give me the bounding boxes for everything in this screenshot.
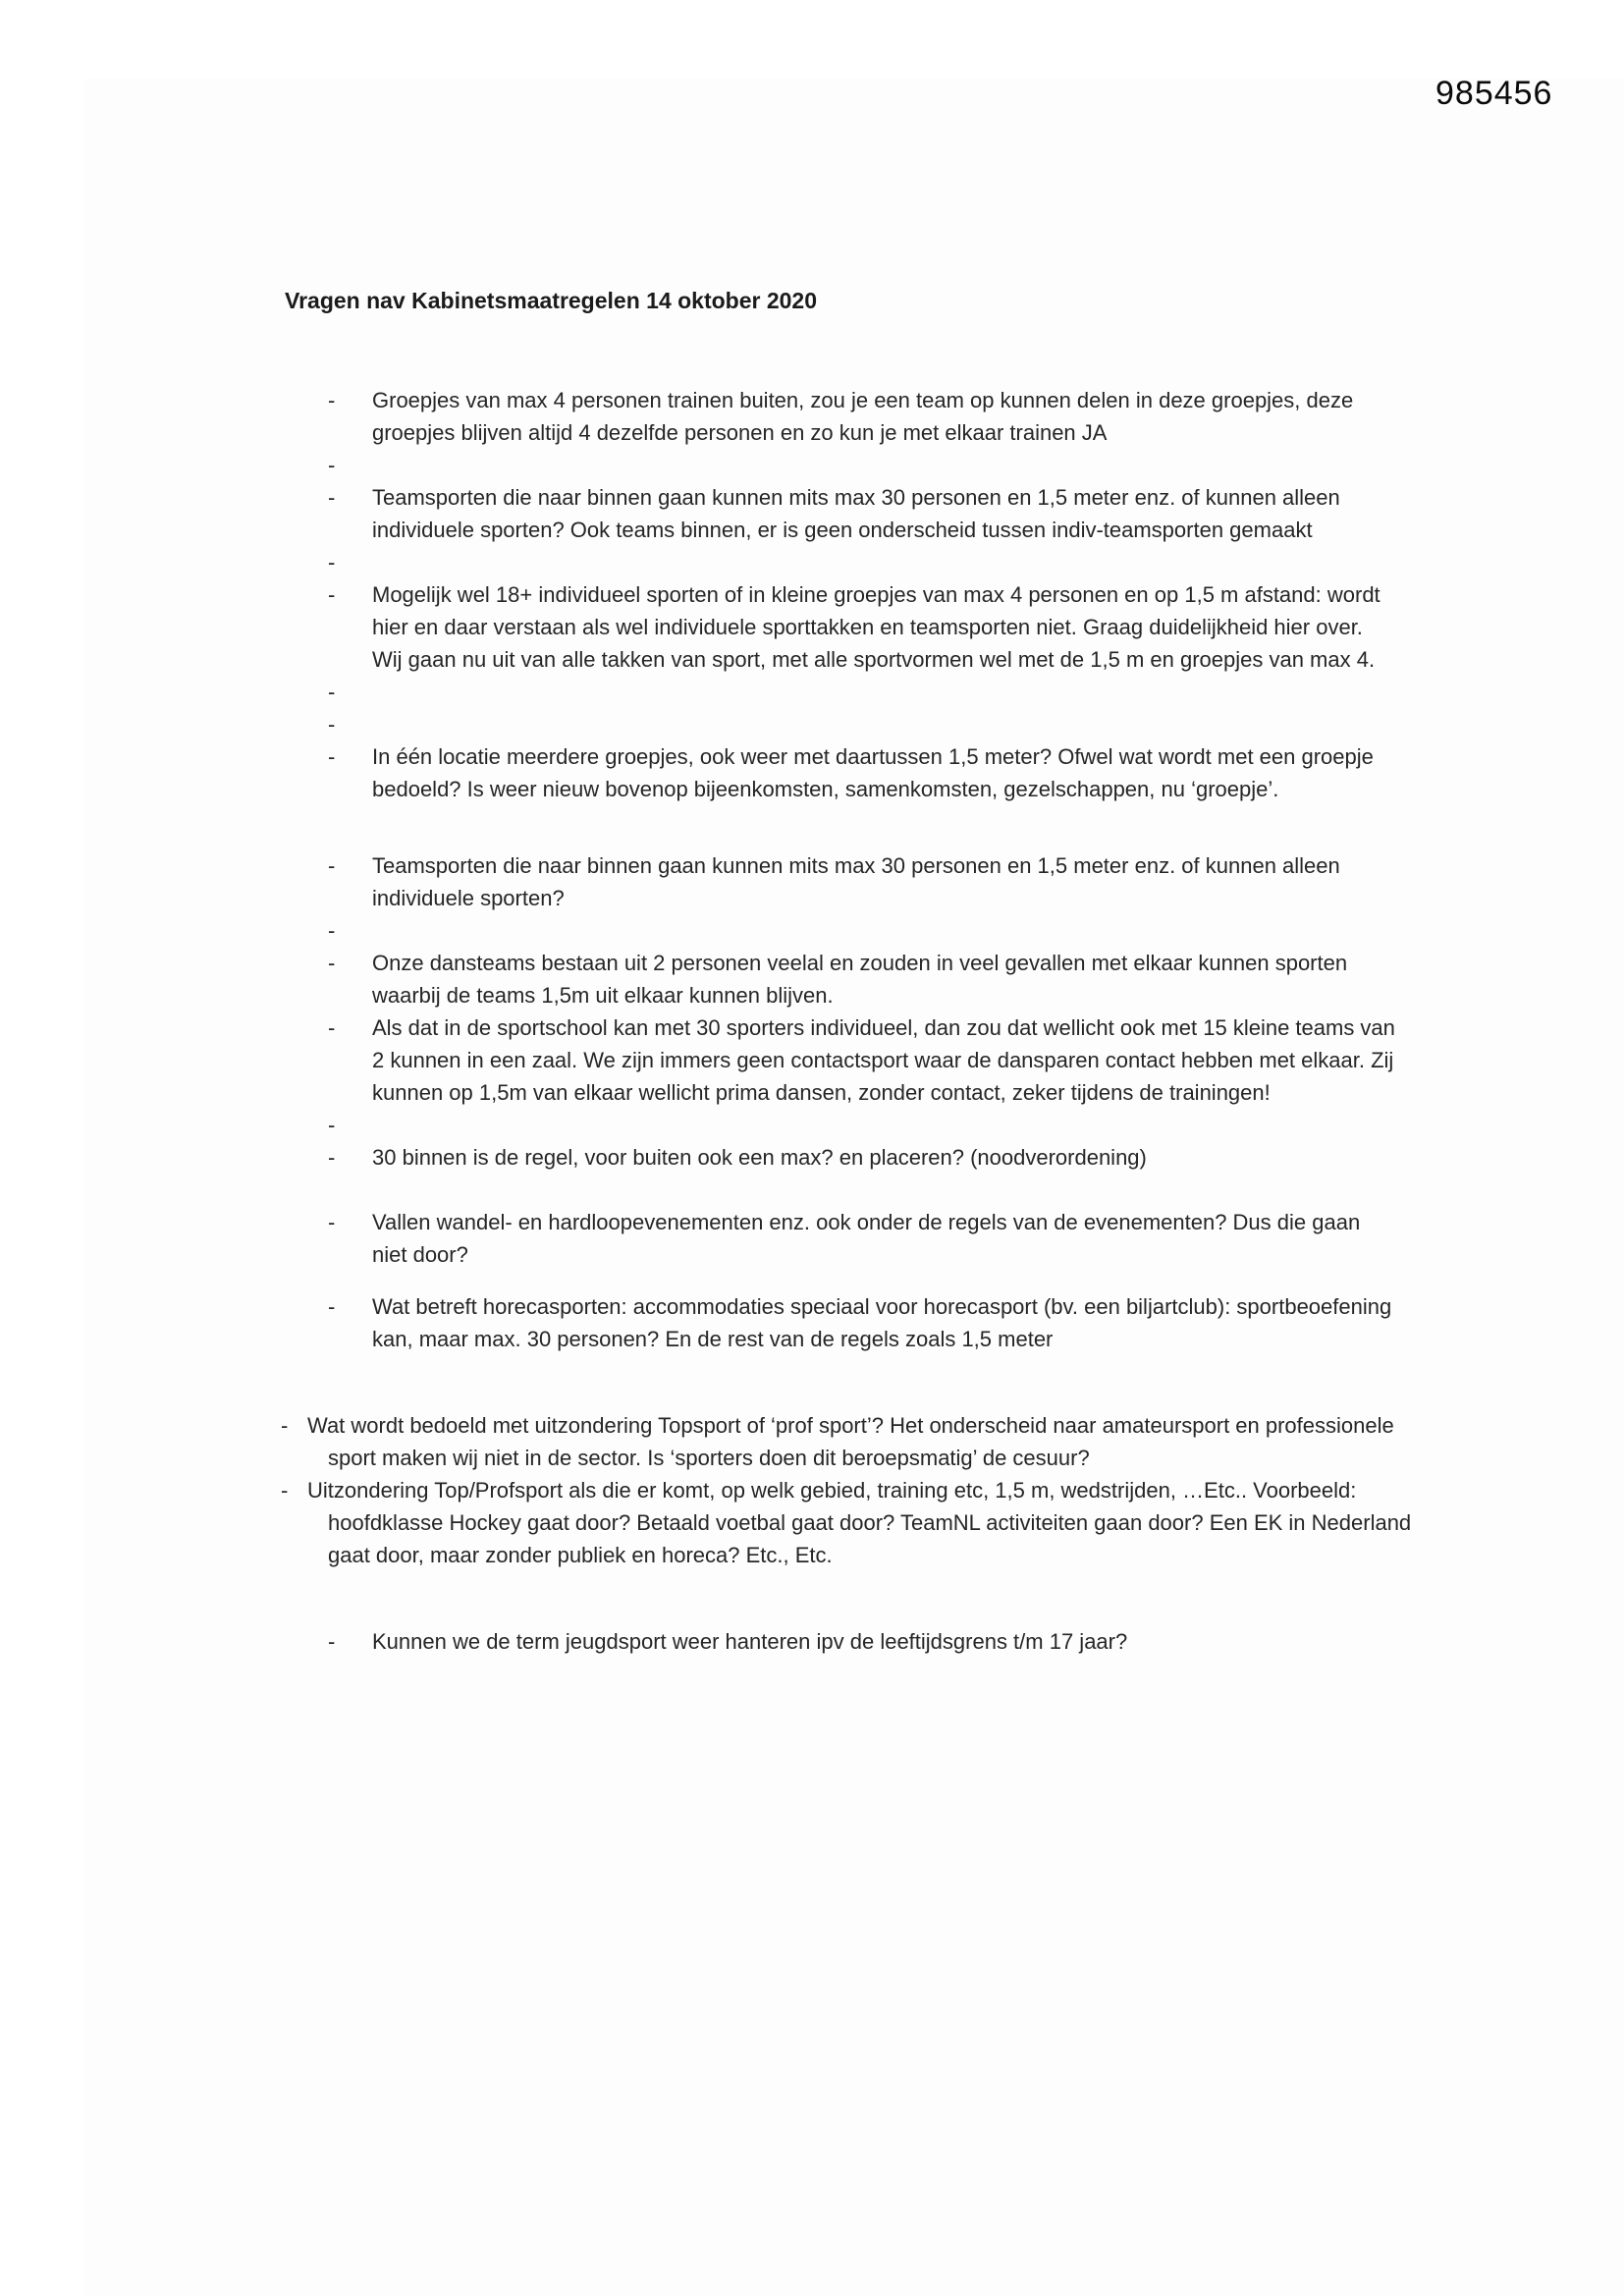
list-item xyxy=(281,1409,1412,1474)
bullet-dash: - xyxy=(328,853,336,878)
bullet-dash: - xyxy=(328,453,336,477)
list-item xyxy=(328,578,1398,676)
item-text: In één locatie meerdere groepjes, ook weer met daartussen 1,5 meter? Ofwel wat wordt met een groepje bedoeld? Is weer nieuw bovenop bijeenkomsten, samenkomsten, gezelschappen, nu ‘groepje’. xyxy=(372,744,1374,801)
list-item xyxy=(281,1474,1412,1571)
list-item xyxy=(328,1206,1398,1271)
bullet-dash: - xyxy=(328,744,336,769)
bullet-dash: - xyxy=(328,1145,336,1170)
bullet-dash: - xyxy=(328,1294,336,1319)
list-item xyxy=(328,914,1398,947)
list-item xyxy=(328,546,1398,578)
bullet-dash: - xyxy=(328,680,336,704)
bullet-dash: - xyxy=(328,550,336,574)
bullet-dash: - xyxy=(328,1210,336,1234)
list-item xyxy=(328,849,1398,914)
bullet-dash: - xyxy=(281,1478,289,1503)
item-text: Teamsporten die naar binnen gaan kunnen mits max 30 personen en 1,5 meter enz. of kunnen alleen individuele sporten? xyxy=(372,853,1340,910)
question-list xyxy=(0,384,1412,1658)
item-text: Teamsporten die naar binnen gaan kunnen mits max 30 personen en 1,5 meter enz. of kunnen alleen individuele sporten? Ook teams binnen, er is geen onderscheid tussen indiv-teamsporten gemaakt xyxy=(372,485,1340,542)
item-text: Wat betreft horecasporten: accommodaties speciaal voor horecasport (bv. een biljartclub): sportbeoefening kan, maar max. 30 personen? En de rest van de regels zoals 1,5 meter xyxy=(372,1294,1392,1351)
list-item xyxy=(328,481,1398,546)
list-item xyxy=(328,449,1398,481)
bullet-dash: - xyxy=(328,388,336,412)
item-text: Mogelijk wel 18+ individueel sporten of in kleine groepjes van max 4 personen en op 1,5 m afstand: wordt hier en daar verstaan als wel individuele sporttakken en teamsporten niet. Graag duidelijkheid hier over. Wij gaan nu uit van alle takken van sport, met alle sportvormen wel met de 1,5 m en groepjes van max 4. xyxy=(372,582,1380,672)
item-text: Groepjes van max 4 personen trainen buiten, zou je een team op kunnen delen in deze groepjes, deze groepjes blijven altijd 4 dezelfde personen en zo kun je met elkaar trainen JA xyxy=(372,388,1354,445)
document-title: Vragen nav Kabinetsmaatregelen 14 oktober 2020 xyxy=(285,288,818,313)
list-item xyxy=(328,1011,1398,1109)
bullet-dash: - xyxy=(328,712,336,737)
bullet-dash: - xyxy=(328,582,336,607)
bullet-dash: - xyxy=(328,485,336,510)
item-text: Als dat in de sportschool kan met 30 sporters individueel, dan zou dat wellicht ook met 15 kleine teams van 2 kunnen in een zaal. We zijn immers geen contactsport waar de dansparen contact hebben met elkaar. Zij kunnen op 1,5m van elkaar wellicht prima dansen, zonder contact, zeker tijdens de trainingen! xyxy=(372,1015,1395,1105)
bullet-dash: - xyxy=(328,1629,336,1654)
bullet-dash: - xyxy=(328,1113,336,1137)
document-number: 985456 xyxy=(1435,75,1553,112)
list-item xyxy=(328,676,1398,708)
item-text: Uitzondering Top/Profsport als die er komt, op welk gebied, training etc, 1,5 m, wedstrijden, …Etc.. Voorbeeld: hoofdklasse Hockey gaat door? Betaald voetbal gaat door? TeamNL activiteiten gaan door? Een EK in Nederland gaat door, maar zonder publiek en horeca? Etc., Etc. xyxy=(307,1478,1412,1567)
list-item xyxy=(328,947,1398,1011)
item-text: Wat wordt bedoeld met uitzondering Topsport of ‘prof sport’? Het onderscheid naar amateursport en professionele sport maken wij niet in de sector. Is ‘sporters doen dit beroepsmatig’ de cesuur? xyxy=(307,1413,1394,1470)
list-item xyxy=(328,1290,1398,1355)
list-item xyxy=(328,1625,1398,1658)
list-item xyxy=(328,1141,1398,1174)
bullet-dash: - xyxy=(328,918,336,943)
bullet-dash: - xyxy=(281,1413,289,1438)
list-item xyxy=(328,384,1398,449)
bullet-dash: - xyxy=(328,1015,336,1040)
list-item xyxy=(328,708,1398,740)
item-text: Kunnen we de term jeugdsport weer hanteren ipv de leeftijdsgrens t/m 17 jaar? xyxy=(372,1629,1128,1654)
item-text: Vallen wandel- en hardloopevenementen enz. ook onder de regels van de evenementen? Dus die gaan niet door? xyxy=(372,1210,1361,1267)
item-text: 30 binnen is de regel, voor buiten ook een max? en placeren? (noodverordening) xyxy=(372,1145,1147,1170)
list-item xyxy=(328,1109,1398,1141)
item-text: Onze dansteams bestaan uit 2 personen veelal en zouden in veel gevallen met elkaar kunnen sporten waarbij de teams 1,5m uit elkaar kunnen blijven. xyxy=(372,951,1348,1008)
list-item xyxy=(328,740,1398,805)
bullet-dash: - xyxy=(328,951,336,975)
